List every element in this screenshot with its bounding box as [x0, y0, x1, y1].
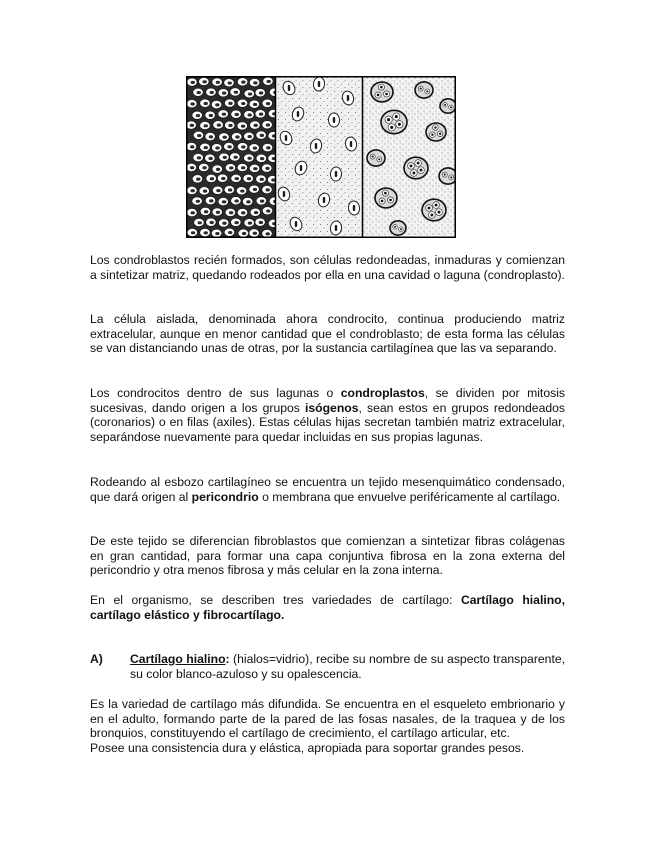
cartilage-histology-illustration: [186, 76, 456, 238]
paragraph-text: De este tejido se diferencian fibroblastos que comienzan a sintetizar fibras colágenas en gran cantidad, para formar una capa conjuntiva fibrosa en la zona externa del pericondrio y otra menos fibrosa y más celular en la zona interna.: [90, 534, 565, 578]
paragraph-text: La célula aislada, denominada ahora condrocito, continua produciendo matriz extracelular, aunque en menor cantidad que el condroblasto; de esta forma las células se van distanciando unas de otras, por la sustancia cartilagínea que las va separando.: [90, 312, 565, 356]
paragraph-condrocito: [90, 312, 565, 356]
paragraph-text: En el organismo, se describen tres variedades de cartílago: Cartílago hialino, cartílago elástico y fibrocartílago.: [90, 593, 565, 622]
list-item-cartilago-hialino: [90, 652, 565, 681]
term-pericondrio: pericondrio: [191, 489, 259, 504]
paragraph-text: Es la variedad de cartílago más difundida. Se encuentra en el esqueleto embrionario y en el adulto, formando parte de la pared de las fosas nasales, de la traquea y de los bronquios, constituyendo el cartílago de crecimiento, el cartílago articular, etc.: [90, 697, 565, 741]
paragraph-text: Los condrocitos dentro de sus lagunas o condroplastos, se dividen por mitosis sucesivas, dando origen a los grupos isógenos, sean estos en grupos redondeados (coronarios) o en filas (axiles). Estas células hijas secretan también matriz extracelular, separándose nuevamente para quedar incluidas en sus propias lagunas.: [90, 386, 566, 444]
paragraph-hialino-ubicacion: [90, 697, 565, 755]
paragraph-condroblastos: [90, 253, 565, 282]
paragraph-variedades: [90, 593, 565, 622]
term-variedades-cartilago: Cartílago hialino, cartílago elástico y fibrocartílago.: [90, 593, 565, 622]
paragraph-pericondrio: [90, 475, 565, 504]
list-item-text: Cartílago hialino: (hialos=vidrio), recibe su nombre de su aspecto transparente, su color blanco-azuloso y su opalescencia.: [130, 652, 565, 681]
paragraph-text: Los condroblastos recién formados, son células redondeadas, inmaduras y comienzan a sintetizar matriz, quedando rodeados por ella en una cavidad o laguna (condroplasto).: [90, 253, 565, 282]
list-marker: A): [90, 652, 103, 666]
panel-young-cartilage: [186, 77, 280, 238]
paragraph-text: Posee una consistencia dura y elástica, apropiada para soportar grandes pesos.: [90, 740, 525, 755]
panel-isogenous-groups: [363, 77, 456, 237]
term-condroplastos: condroplastos: [340, 386, 425, 400]
panel-chondrocytes: [276, 76, 362, 237]
paragraph-fibroblastos: [90, 534, 565, 578]
paragraph-grupos-isogenos: [90, 386, 565, 444]
paragraph-text: Rodeando al esbozo cartilagíneo se encuentra un tejido mesenquimático condensado, que dará origen al pericondrio o membrana que envuelve periféricamente al cartílago.: [90, 475, 565, 504]
term-cartilago-hialino: Cartílago hialino: [130, 652, 226, 666]
term-isogenos: isógenos: [305, 400, 359, 415]
